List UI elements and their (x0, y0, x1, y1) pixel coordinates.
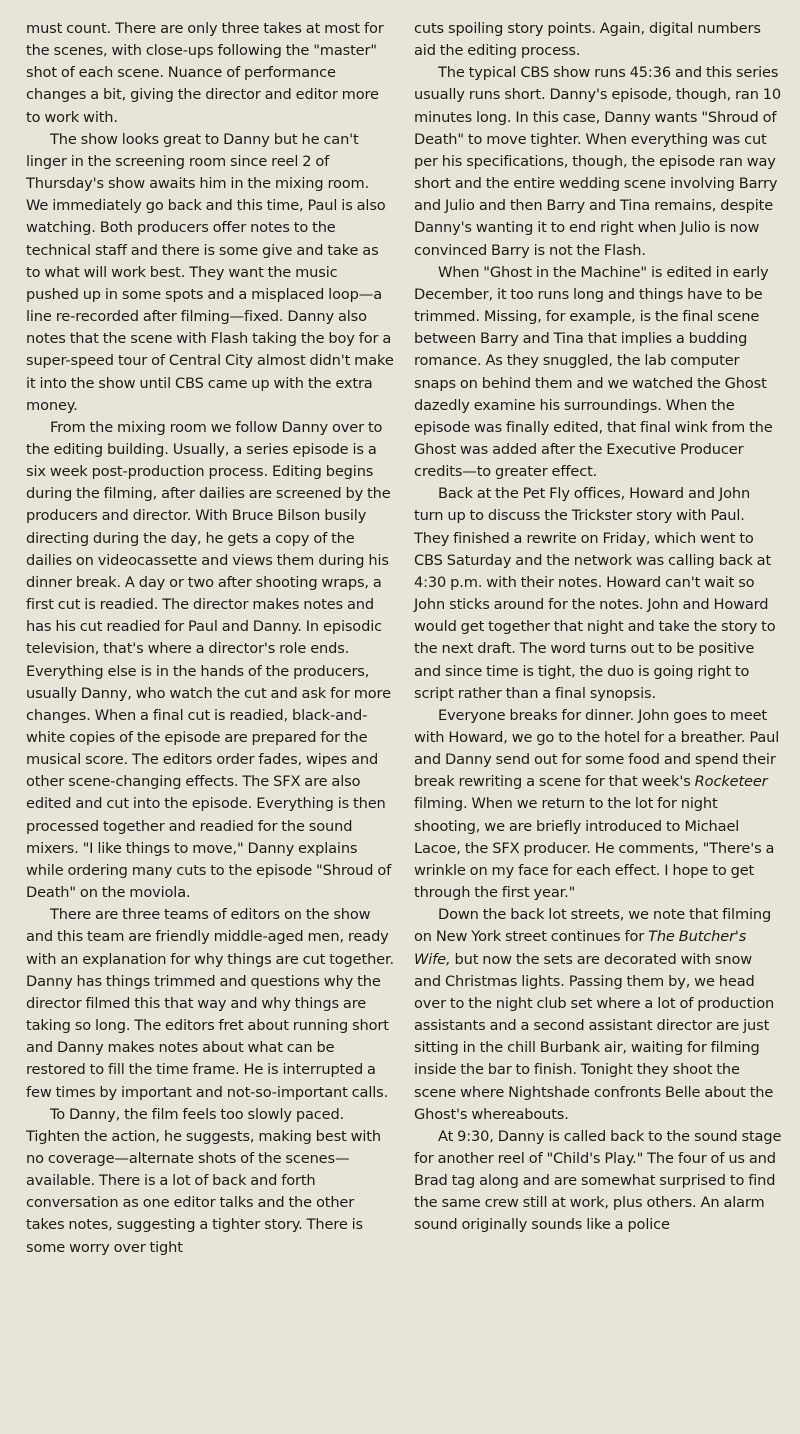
text-run: filming. When we return to the lot for night shooting, we are briefly introduced to Michael Lacoe, the SFX producer. He comments, "There's a wrinkle on my face for each effect. I hope to get through the first year." (414, 795, 775, 902)
paragraph: The show looks great to Danny but he can't linger in the screening room since reel 2 of Thursday's show awaits him in the mixing room. We immediately go back and this time, Paul is also watching. Both producers offer notes to the technical staff and there is some give and take as to what will work best. They want the music pushed up in some spots and a misplaced loop—a line re-recorded after filming—fixed. Danny also notes that the scene with Flash taking the boy for a super-speed tour of Central City almost didn't make it into the show until CBS came up with the extra money. (26, 130, 394, 414)
paragraph (414, 262, 782, 484)
paragraph (414, 1126, 782, 1237)
paragraph: From the mixing room we follow Danny over to the editing building. Usually, a series episode is a six week post-production process. Editing begins during the filming, after dailies are screened by the producers and director. With Bruce Bilson busily directing during the day, he gets a copy of the dailies on videocassette and views them during his dinner break. A day or two after shooting wraps, a first cut is readied. The director makes notes and has his cut readied for Paul and Danny. In episodic television, that's where a director's role ends. Everything else is in the hands of the producers, usually Danny, who watch the cut and ask for more changes. When a final cut is readied, black-and-white copies of the episode are prepared for the musical score. The editors order fades, wipes and other scene-changing effects. The SFX are also edited and cut into the episode. Everything is then processed together and readied for the sound mixers. "I like things to move," Danny explains while ordering many cuts to the episode "Shroud of Death" on the moviola. (26, 418, 392, 902)
paragraph (414, 18, 782, 62)
left-text-column (26, 18, 394, 1259)
text-run: cuts spoiling story points. Again, digital numbers aid the editing process. (414, 20, 761, 60)
paragraph: must count. There are only three takes at most for the scenes, with close-ups following the "master" shot of each scene. Nuance of performance changes a bit, giving the director and editor more to work with. (26, 20, 384, 126)
right-text-column (414, 18, 782, 1237)
paragraph: To Danny, the film feels too slowly paced. Tighten the action, he suggests, making best with no coverage—alternate shots of the scenes—available. There is a lot of back and forth conversation as one editor talks and the other takes notes, suggesting a tighter story. There is some worry over tight (26, 1105, 381, 1256)
paragraph: There are three teams of editors on the show and this team are friendly middle-aged men, ready with an explanation for why things are cut together. Danny has things trimmed and questions why the director filmed this that way and why things are taking so long. The editors fret about running short and Danny makes notes about what can be restored to fill the time frame. He is interrupted a few times by important and not-so-important calls. (26, 906, 395, 1101)
paragraph (414, 705, 782, 904)
text-run: When "Ghost in the Machine" is edited in early December, it too runs long and things have to be trimmed. Missing, for example, is the final scene between Barry and Tina that implies a budding romance. As they snuggled, the lab computer snaps on behind them and we watched the Ghost dazedly examine his surroundings. When the episode was finally edited, that final wink from the Ghost was added after the Executive Producer credits—to greater effect. (414, 263, 773, 481)
paragraph (414, 904, 782, 1126)
paragraph (414, 483, 782, 705)
text-run: Back at the Pet Fly offices, Howard and John turn up to discuss the Trickster story with Paul. They finished a rewrite on Friday, which went to CBS Saturday and the network was calling back at 4:30 p.m. with their notes. Howard can't wait so John sticks around for the notes. John and Howard would get together that night and take the story to the next draft. The word turns out to be positive and since time is tight, the duo is going right to script rather than a final synopsis. (414, 485, 776, 702)
text-run: Down the back lot streets, we note that filming on New York street continues for (414, 906, 772, 946)
italic-title: The Butcher's Wife, (414, 928, 747, 968)
text-run: but now the sets are decorated with snow and Christmas lights. Passing them by, we head over to the night club set where a lot of production assistants and a second assistant director are just sitting in the chill Burbank air, waiting for filming inside the bar to finish. Tonight they shoot the scene where Nightshade confronts Belle about the Ghost's whereabouts. (414, 950, 775, 1123)
text-run: Everyone breaks for dinner. John goes to meet with Howard, we go to the hotel for a breather. Paul and Danny send out for some food and spend their break rewriting a scene for that week's (414, 706, 780, 791)
italic-title: Rocketeer (694, 773, 768, 791)
text-run: At 9:30, Danny is called back to the sound stage for another reel of "Child's Play." The four of us and Brad tag along and are somewhat surprised to find the same crew still at work, plus others. An alarm sound originally sounds like a police (414, 1127, 782, 1234)
paragraph (414, 62, 782, 261)
text-run: The typical CBS show runs 45:36 and this series usually runs short. Danny's episode, though, ran 10 minutes long. In this case, Danny wants "Shroud of Death" to move tighter. When everything was cut per his specifications, though, the episode ran way short and the entire wedding scene involving Barry and Julio and then Barry and Tina remains, despite Danny's wanting it to end right when Julio is now convinced Barry is not the Flash. (414, 64, 782, 259)
